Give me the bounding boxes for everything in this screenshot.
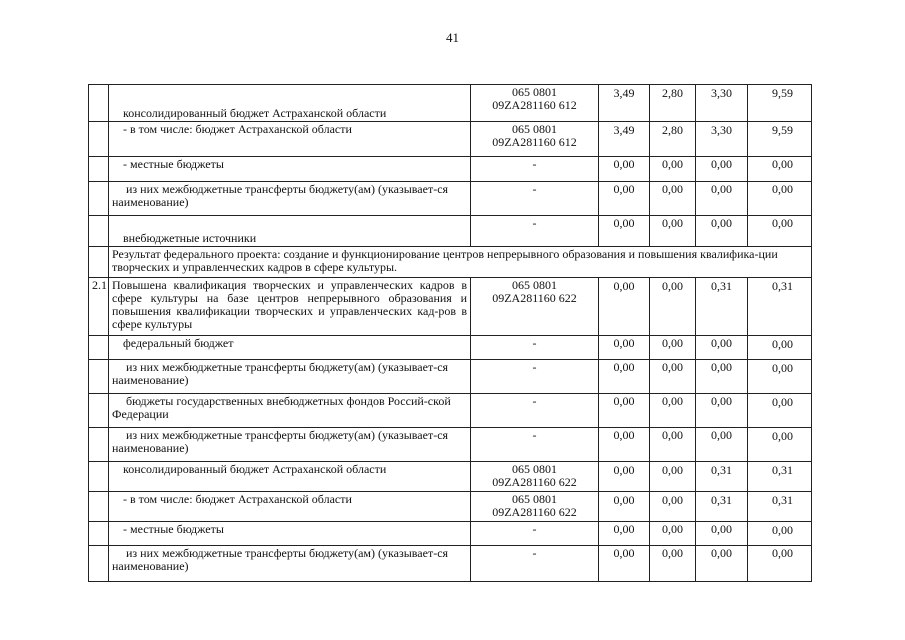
value-cell: 0,00 (696, 428, 748, 462)
value-cell: 0,00 (696, 216, 748, 247)
budget-code: - (471, 546, 599, 582)
value-cell: 0,00 (650, 182, 696, 216)
row-number (89, 336, 109, 360)
value-cell: 0,00 (748, 157, 812, 182)
value-cell: 9,59 (748, 85, 812, 122)
project-result: Результат федерального проекта: создание и функционирование центров непрерывного образования и повышения квалифика-ции творческих и управленческих кадров в сфере культуры. (109, 247, 812, 278)
row-name: консолидированный бюджет Астраханской области (109, 85, 471, 122)
value-cell: 0,00 (599, 157, 650, 182)
row-name (109, 182, 471, 216)
value-cell: 0,00 (696, 182, 748, 216)
value-cell: 0,00 (748, 216, 812, 247)
value-cell: 0,00 (650, 492, 696, 522)
budget-code (471, 462, 599, 492)
row-number (89, 157, 109, 182)
value-cell: 0,00 (599, 522, 650, 546)
value-cell: 0,00 (599, 216, 650, 247)
value-cell: 0,31 (748, 462, 812, 492)
value-cell: 0,00 (650, 278, 696, 336)
budget-code: - (471, 336, 599, 360)
table-row (89, 522, 812, 546)
value-cell: 0,00 (748, 546, 812, 582)
value-cell: 3,49 (599, 122, 650, 157)
value-cell: 0,31 (696, 492, 748, 522)
value-cell: 0,00 (748, 394, 812, 428)
row-number (89, 360, 109, 394)
budget-code: - (471, 360, 599, 394)
value-cell: 0,31 (748, 278, 812, 336)
row-name: внебюджетные источники (109, 216, 471, 247)
value-cell: 0,00 (748, 360, 812, 394)
value-cell: 0,00 (599, 394, 650, 428)
value-cell: 0,00 (599, 182, 650, 216)
value-cell: 0,00 (696, 522, 748, 546)
row-name: - в том числе: бюджет Астраханской области (109, 492, 471, 522)
value-cell: 0,00 (650, 462, 696, 492)
row-name-text: из них межбюджетные трансферты бюджету(ам) (указывает-ся наименование) (112, 428, 449, 455)
table-row (89, 278, 812, 336)
value-cell: 0,00 (696, 360, 748, 394)
budget-code: - (471, 157, 599, 182)
value-cell: 2,80 (650, 122, 696, 157)
row-number (89, 216, 109, 247)
row-number (89, 122, 109, 157)
value-cell: 0,00 (599, 462, 650, 492)
row-name (109, 360, 471, 394)
row-name (109, 546, 471, 582)
value-cell: 0,00 (650, 157, 696, 182)
row-number (89, 462, 109, 492)
value-cell: 0,31 (696, 278, 748, 336)
row-name (109, 428, 471, 462)
table-row (89, 336, 812, 360)
value-cell: 0,00 (650, 216, 696, 247)
budget-code: - (471, 394, 599, 428)
table-row (89, 360, 812, 394)
budget-code-text: 065 0801 09ZA281160 622 (492, 492, 577, 519)
value-cell: 0,00 (748, 522, 812, 546)
value-cell: 0,00 (599, 428, 650, 462)
value-cell: 0,00 (696, 546, 748, 582)
value-cell: 0,00 (748, 428, 812, 462)
table-row (89, 492, 812, 522)
table-row (89, 182, 812, 216)
budget-code (471, 492, 599, 522)
budget-table (88, 84, 812, 582)
row-name-text: из них межбюджетные трансферты бюджету(ам) (указывает-ся наименование) (112, 182, 449, 209)
table-row (89, 394, 812, 428)
value-cell: 0,00 (599, 546, 650, 582)
table-row (89, 247, 812, 278)
row-name: - местные бюджеты (109, 157, 471, 182)
row-name (109, 394, 471, 428)
value-cell: 3,30 (696, 85, 748, 122)
row-number (89, 394, 109, 428)
row-name: Повышена квалификация творческих и управленческих кадров в сфере культуры на базе центров непрерывного образования и повышения квалификации творческих и управленческих кад-ров в сфере культуры (109, 278, 471, 336)
value-cell: 3,30 (696, 122, 748, 157)
value-cell: 0,00 (599, 360, 650, 394)
value-cell: 0,00 (650, 546, 696, 582)
value-cell: 0,00 (696, 394, 748, 428)
table-row (89, 428, 812, 462)
budget-code: - (471, 428, 599, 462)
budget-code: - (471, 216, 599, 247)
row-number (89, 546, 109, 582)
budget-code-text: 065 0801 09ZA281160 612 (492, 122, 577, 149)
row-number (89, 428, 109, 462)
table-row (89, 546, 812, 582)
budget-code (471, 278, 599, 336)
row-number (89, 247, 109, 278)
budget-code: - (471, 182, 599, 216)
budget-code (471, 122, 599, 157)
budget-code-text: 065 0801 09ZA281160 622 (492, 278, 577, 305)
row-name: федеральный бюджет (109, 336, 471, 360)
row-name-text: из них межбюджетные трансферты бюджету(ам) (указывает-ся наименование) (112, 546, 449, 573)
value-cell: 0,00 (650, 428, 696, 462)
row-name: - в том числе: бюджет Астраханской области (109, 122, 471, 157)
value-cell: 0,00 (696, 157, 748, 182)
table-row (89, 122, 812, 157)
row-number (89, 492, 109, 522)
row-number (89, 522, 109, 546)
value-cell: 3,49 (599, 85, 650, 122)
budget-code (471, 85, 599, 122)
row-number: 2.1 (89, 278, 109, 336)
row-name-text: из них межбюджетные трансферты бюджету(ам) (указывает-ся наименование) (112, 360, 449, 387)
row-name-text: бюджеты государственных внебюджетных фондов Россий-ской Федерации (112, 394, 451, 421)
table-row (89, 216, 812, 247)
value-cell: 0,00 (696, 336, 748, 360)
row-name: - местные бюджеты (109, 522, 471, 546)
value-cell: 0,00 (650, 522, 696, 546)
value-cell: 0,31 (696, 462, 748, 492)
table-row (89, 85, 812, 122)
value-cell: 9,59 (748, 122, 812, 157)
value-cell: 0,00 (599, 492, 650, 522)
value-cell: 0,31 (748, 492, 812, 522)
page-number: 41 (446, 30, 459, 45)
value-cell: 0,00 (650, 336, 696, 360)
row-number (89, 182, 109, 216)
budget-code-text: 065 0801 09ZA281160 622 (492, 462, 577, 489)
budget-code: - (471, 522, 599, 546)
value-cell: 0,00 (748, 336, 812, 360)
value-cell: 0,00 (748, 182, 812, 216)
value-cell: 0,00 (599, 336, 650, 360)
value-cell: 0,00 (599, 278, 650, 336)
value-cell: 2,80 (650, 85, 696, 122)
budget-code-text: 065 0801 09ZA281160 612 (492, 85, 577, 112)
value-cell: 0,00 (650, 360, 696, 394)
row-name: консолидированный бюджет Астраханской области (109, 462, 471, 492)
value-cell: 0,00 (650, 394, 696, 428)
table-row (89, 157, 812, 182)
table-row (89, 462, 812, 492)
row-number (89, 85, 109, 122)
